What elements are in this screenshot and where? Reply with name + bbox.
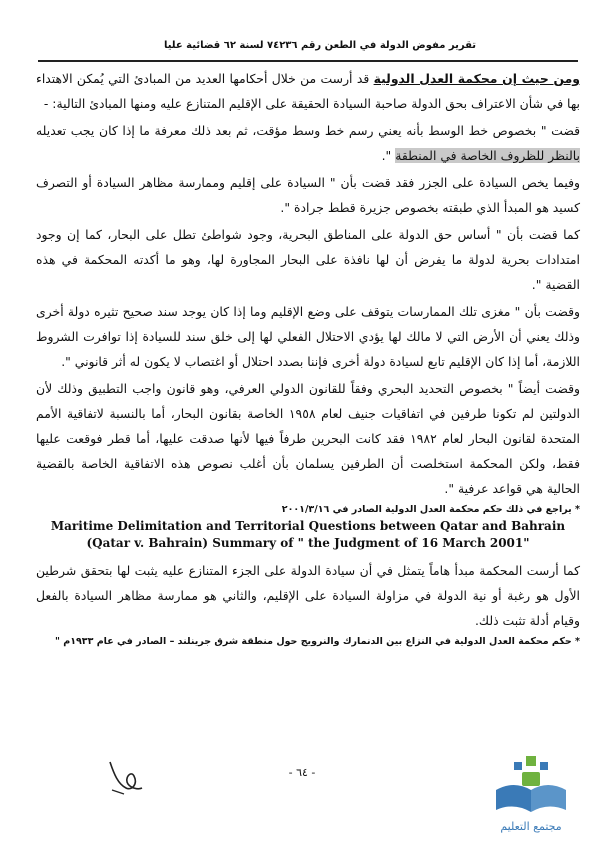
page-header: تقرير مفوض الدولة في الطعن رقم ٧٤٢٣٦ لسنة ٦٢ قضائية عليا [163, 40, 477, 51]
intro-lead: ومن حيث إن محكمة العدل الدولية [373, 71, 580, 86]
principle-customary-law: وقضت أيضاً " بخصوص التحديد البحري وفقاً للقانون الدولي العرفي، وهو قانون واجب التطبيق وذلك لأن الدولتين لم تكونا طرفين في اتفاقيات جنيف لعام ١٩٥٨ الخاصة بقانون البحار، أما بالنسبة لاتفاقية الأمم المتحدة لقانون البحار لعام ١٩٨٢ فقد كانت البحرين طرفاً فيها لأنها صدقت عليها، أما قطر فوقعت عليها فقط، ولكن المحكمة استخلصت أن الطرفين يسلمان بأن أغلب نصوص هذه الاتفاقية الخاصة بالقضية الحالية هي قواعد عرفية ". [36, 381, 580, 496]
principle-practices: وقضت بأن " مغزى تلك الممارسات يتوقف على وضع الإقليم وما إذا كان يوجد سند صحيح تثيره دولة أخرى وذلك يعني أن الأرض التي لا مالك لها يؤدي الاحتلال الفعلي لها إلى خلق سند للسيادة إذا توافرت الشروط اللازمة، أما إذا كان الإقليم تابع لسيادة دولة أخرى فإننا بصدد احتلال أو اغتصاب لا يكون له أثر قانوني ". [36, 304, 580, 369]
principle-islands: وفيما يخص السيادة على الجزر فقد قضت بأن " السيادة على إقليم وممارسة مظاهر السيادة أو التصرف كسيد هو المبدأ الذي طبقته بخصوص جزيرة قطط جرادة ". [36, 175, 580, 215]
reference-note-1: * يراجع في ذلك حكم محكمة العدل الدولية الصادر في ٢٠٠١/٣/١٦ [281, 504, 580, 515]
highlighted-phrase: بالنظر للظروف الخاصة في المنطقة [395, 148, 580, 163]
reference-note-2: * حكم محكمة العدل الدولية في النزاع بين الدنمارك والنرويج حول منطقة شرق جرينلند – الصادر في عام ١٩٣٣م " [54, 636, 580, 647]
principle-maritime-areas: كما قضت بأن " أساس حق الدولة على المناطق البحرية، وجود شواطئ تطل على البحار، كما إن وجود امتدادات بحرية لدولة ما يفرض أن لها نافذة على البحار المجاورة لها، وهو ما أكدته المحكمة في هذه القضية ". [36, 227, 580, 292]
reference-english-title: Maritime Delimitation and Territorial Questions between Qatar and Bahrain (Qatar v. Bahrain) Summary of " the Judgment of 16 March 2001" [50, 519, 566, 550]
logo-caption: مجتمع التعليم [500, 820, 562, 833]
intro-paragraph [36, 66, 580, 116]
document-body [36, 66, 580, 650]
principle-median-line-end: ". [381, 148, 396, 163]
principle-median-line [36, 118, 580, 168]
header-rule [38, 60, 578, 62]
page-number: - ٦٤ - [288, 766, 316, 779]
principle-sovereignty-conditions: كما أرست المحكمة مبدأ هاماً يتمثل في أن سيادة الدولة على الجزء المتنازع عليه يثبت لها بتحقق شرطين الأول هو رغبة أو نية الدولة في مزاولة السيادة على الإقليم، والثاني هو ممارسة مظاهر السيادة بالفعل وقيام أدلة تثبت ذلك. [36, 563, 580, 628]
signature-icon [104, 754, 144, 796]
intro-text: قد أرست من خلال أحكامها العديد من المبادئ التي يُمكن الاهتداء بها في شأن الاعتراف بحق الدولة صاحبة السيادة الحقيقة على الإقليم المتنازع عليه ومنها المبادئ التالية: - [36, 71, 580, 111]
principle-median-line-text: قضت " بخصوص خط الوسط بأنه يعني رسم خط وسط مؤقت، ثم بعد ذلك معرفة ما إذا كان يجب تعديله [36, 123, 580, 138]
